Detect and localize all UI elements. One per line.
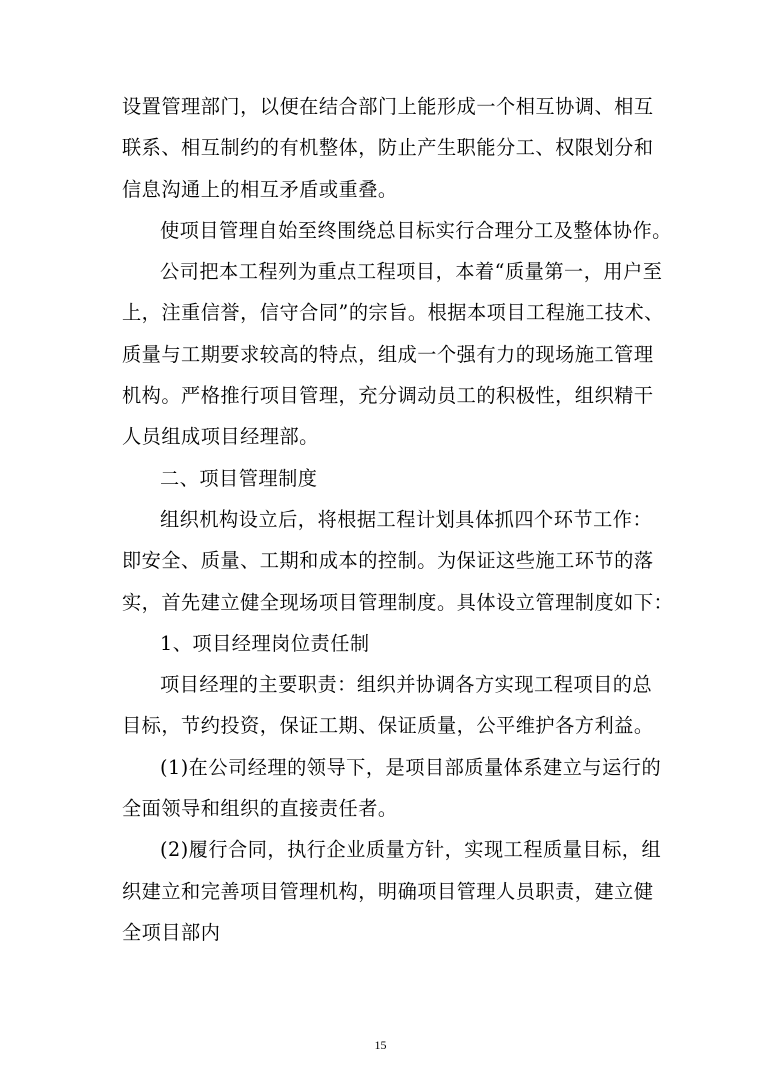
section-heading: 二、项目管理制度 xyxy=(160,466,318,490)
text-line: 上，注重信誉，信守合同”的宗旨。根据本项目工程施工技术、 xyxy=(122,301,664,325)
text-line: 质量与工期要求较高的特点，组成一个强有力的现场施工管理 xyxy=(122,342,654,366)
text-line: 织建立和完善项目管理机构，明确项目管理人员职责，建立健 xyxy=(122,879,654,903)
text-line: 使项目管理自始至终围绕总目标实行合理分工及整体协作。 xyxy=(160,218,672,242)
text-line: 全面领导和组织的直接责任者。 xyxy=(122,797,398,821)
page-number: 15 xyxy=(374,1038,387,1052)
text-line: (1)在公司经理的领导下，是项目部质量体系建立与运行的 xyxy=(160,755,662,779)
text-line: 项目经理的主要职责：组织并协调各方实现工程项目的总 xyxy=(160,673,653,697)
text-line: (2)履行合同，执行企业质量方针，实现工程质量目标，组 xyxy=(160,838,662,862)
text-line: 机构。严格推行项目管理，充分调动员工的积极性，组织精干 xyxy=(122,384,654,408)
text-line: 全项目部内 xyxy=(122,920,221,944)
text-line: 设置管理部门，以便在结合部门上能形成一个相互协调、相互 xyxy=(122,95,654,118)
text-line: 即安全、质量、工期和成本的控制。为保证这些施工环节的落 xyxy=(122,549,654,573)
text-line: 联系、相互制约的有机整体，防止产生职能分工、权限划分和 xyxy=(122,136,654,160)
text-line: 目标，节约投资，保证工期、保证质量，公平维护各方利益。 xyxy=(122,714,654,738)
body-text xyxy=(122,86,674,953)
text-line: 公司把本工程列为重点工程项目，本着“质量第一，用户至 xyxy=(160,260,663,284)
text-line: 实，首先建立健全现场项目管理制度。具体设立管理制度如下： xyxy=(122,590,674,614)
text-line: 组织机构设立后，将根据工程计划具体抓四个环节工作： xyxy=(160,507,653,531)
text-line: 人员组成项目经理部。 xyxy=(122,425,319,449)
text-line: 信息沟通上的相互矛盾或重叠。 xyxy=(122,177,398,201)
subsection-heading: 1、项目经理岗位责任制 xyxy=(160,631,370,655)
